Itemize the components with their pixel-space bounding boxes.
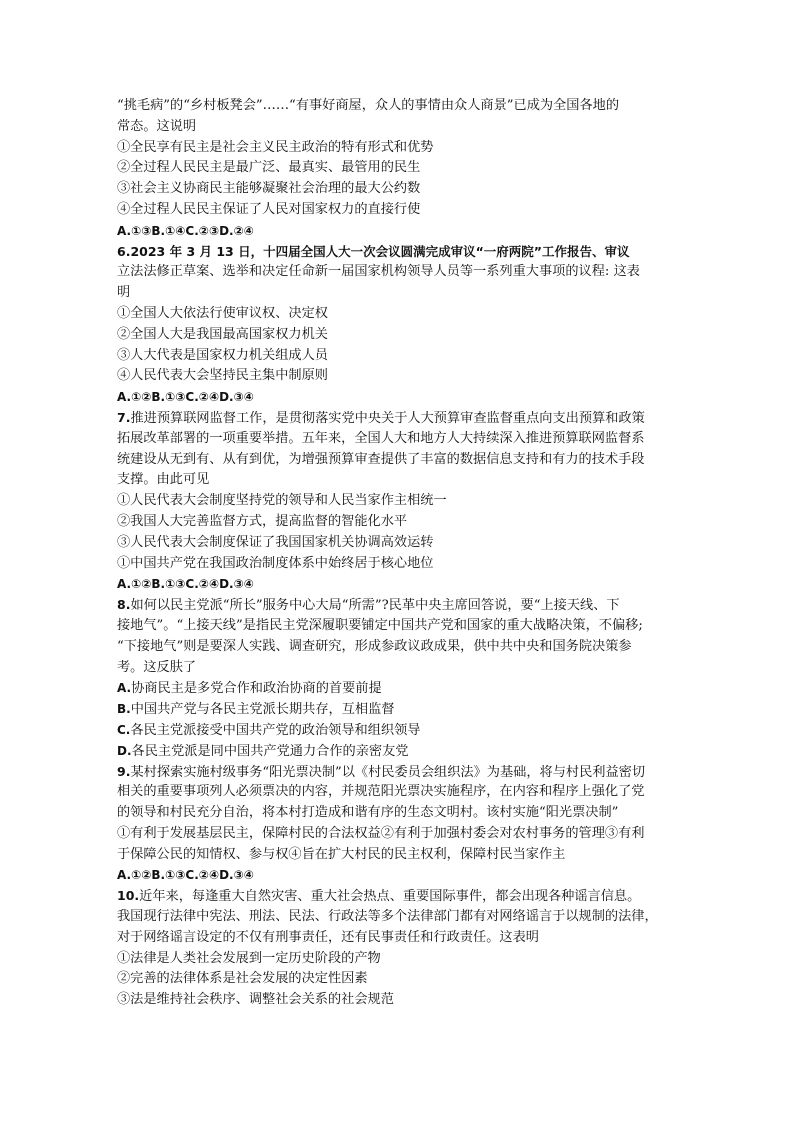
- statement: ③社会主义协商民主能够凝聚社会治理的最大公约数: [117, 181, 421, 197]
- question-stem-line: [117, 886, 683, 907]
- question-stem-line: 立法法修正草案、选举和决定任命新一届国家机构领导人员等一系列重大事项的议程: 这表: [117, 264, 640, 280]
- statement: ④人民代表大会坚持民主集中制原则: [117, 368, 328, 384]
- question-number: 6.: [117, 243, 131, 259]
- question-stem-line: “挑毛病”的“乡村板凳会”……“有事好商屋，众人的事情由众人商景”已成为全国各地的: [117, 98, 620, 113]
- answer-option-b: [117, 699, 683, 720]
- question-stem-line: ①有利于发展基层民主，保障村民的合法权益②有利于加强村委会对农村事务的管理③有利: [117, 825, 645, 841]
- question-stem-line: 我国现行法律中宪法、刑法、民法、行政法等多个法律部门都有对网络谣言于以规制的法律，: [117, 909, 658, 925]
- statement: ③法是维持社会秩序、调整社会关系的社会规范: [117, 992, 394, 1008]
- question-7: [117, 408, 683, 595]
- statement: ②我国人大完善监督方式，提高监督的智能化水平: [117, 513, 408, 529]
- question-8: [117, 595, 683, 761]
- question-stem-line: [117, 595, 683, 616]
- statement: ④全过程人民民主保证了人民对国家权力的直接行使: [117, 201, 421, 217]
- answer-option-c: [117, 720, 683, 741]
- question-stem-line: 常态。这说明: [117, 118, 197, 134]
- option-text: 各民主党派接受中国共产党的政治领导和组织领导: [130, 722, 421, 738]
- question-number: 8.: [117, 597, 131, 613]
- question-stem-line: 明: [117, 285, 131, 301]
- exam-page: [117, 96, 683, 1011]
- statement: ①中国共产党在我国政治制度体系中始终居于核心地位: [117, 555, 434, 571]
- answer-choices: A.①②B.①③C.②④D.③④: [117, 390, 254, 405]
- statement: ③人大代表是国家权力机关组成人员: [117, 347, 328, 363]
- question-stem-line: 相关的重要事项列人必须票决的内容，并规范阳光票决实施程序，在内容和程序上强化了党: [117, 784, 645, 800]
- question-stem-line: 统建设从无到有、从有到优，为增强预算审查提供了丰富的数据信息支持和有力的技术手段: [117, 451, 645, 467]
- question-number: 10.: [117, 888, 140, 904]
- answer-choices: A.①②B.①③C.②④D.③④: [117, 577, 254, 592]
- answer-choices: A.①③B.①④C.②③D.②④: [117, 223, 254, 238]
- question-stem-line: 的领导和村民充分自治，将本村打造成和谐有序的生态文明村。该村实施“阳光票决制”: [117, 805, 619, 821]
- question-stem-line: 考。这反肤了: [117, 659, 197, 675]
- option-text: 各民主党派是同中国共产党通力合作的亲密友党: [131, 743, 409, 759]
- statement: ①法律是人类社会发展到一定历史阶段的产物: [117, 950, 381, 966]
- option-text: 中国共产党与各民主党派长期共存，互相监督: [130, 702, 395, 718]
- option-letter: C.: [117, 722, 131, 737]
- question-stem-line: 对于网络谣言设定的不仅有刑事责任，还有民事责任和行政责任。这表明: [117, 929, 539, 945]
- question-6: [117, 242, 683, 408]
- option-letter: D.: [117, 743, 132, 758]
- statement: ①人民代表大会制度坚持党的领导和人民当家作主相统一: [117, 493, 447, 509]
- question-stem-line: [117, 408, 683, 429]
- question-number: 7.: [117, 409, 131, 425]
- statement: ②完善的法律体系是社会发展的决定性因素: [117, 971, 368, 987]
- option-text: 协商民主是多党合作和政治协商的首要前提: [131, 681, 382, 697]
- question-stem-text: 如何以民主党派“所长”服务中心大局“所需”?民革中央主席回答说，要“上接天线、下: [130, 598, 620, 614]
- question-stem-line: “下接地气”则是要深人实践、调查研究，形成参政议政成果，供中共中央和国务院决策参: [117, 638, 632, 654]
- question-stem-line: 接地气”。“上接天线”是指民主党深履职要铺定中国共产党和国家的重大战略决策，不偏移;: [117, 617, 643, 633]
- question-stem-text: 某村探索实施村级事务“阳光票决制”以《村民委员会组织法》为基础，将与村民利益密切: [130, 764, 646, 780]
- statement: ②全过程人民民主是最广泛、最真实、最管用的民生: [117, 160, 421, 176]
- answer-choices: A.①②B.①③C.②④D.③④: [117, 868, 254, 883]
- question-stem-line: 于保障公民的知情权、参与权④旨在扩大村民的民主权利，保障村民当家作主: [117, 846, 566, 862]
- question-stem-line: [117, 242, 683, 263]
- statement: ③人民代表大会制度保证了我国国家机关协调高效运转: [117, 534, 434, 550]
- question-9: [117, 762, 683, 887]
- question-10: [117, 886, 683, 1011]
- statement: ②全国人大是我国最高国家权力机关: [117, 326, 328, 342]
- question-stem-line: 拓展改革部署的一项重要举措。五年来，全国人大和地方人大持续深入推进预算联网监督系: [117, 430, 645, 446]
- statement: ①全国人大依法行使审议权、决定权: [117, 305, 328, 321]
- question-5: [117, 96, 683, 242]
- question-stem-line: 支撑。由此可见: [117, 472, 210, 488]
- question-stem-text: 2023 年 3 月 13 日，十四届全国人大一次会议圆满完成审议“一府两院”工作报告、审议: [130, 243, 630, 259]
- option-letter: B.: [117, 702, 131, 717]
- question-number: 9.: [117, 763, 131, 779]
- statement: ①全民享有民主是社会主义民主政治的特有形式和优势: [117, 139, 434, 155]
- answer-option-a: [117, 678, 683, 699]
- question-stem-text: 近年来，每逢重大自然灾害、重大社会热点、重要国际事件，都会出现各种谣言信息。: [139, 889, 641, 905]
- question-stem-line: [117, 762, 683, 783]
- answer-option-d: [117, 741, 683, 762]
- option-letter: A.: [117, 681, 132, 696]
- question-stem-text: 推进预算联网监督工作，是贯彻落实党中央关于人大预算审查监督重点向支出预算和政策: [130, 410, 645, 426]
